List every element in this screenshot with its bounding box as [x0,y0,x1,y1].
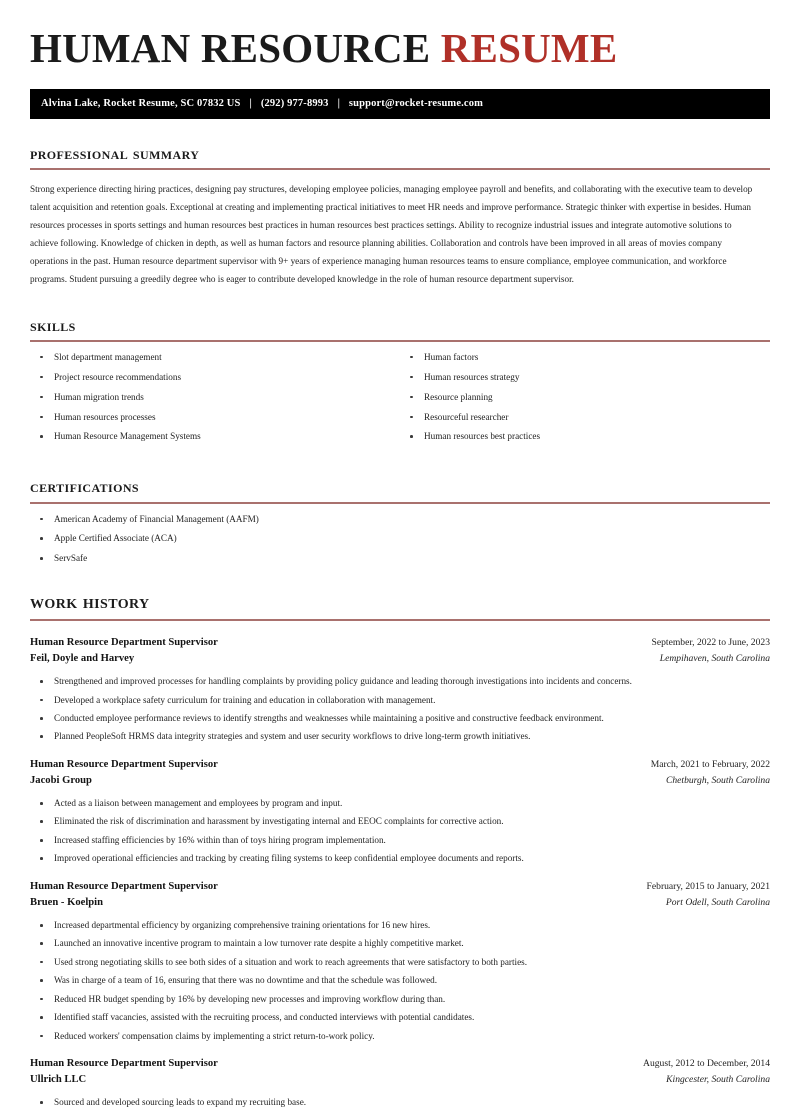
section-certifications [30,476,770,564]
job-location: Kingcester, South Carolina [666,1073,770,1085]
job-bullet-list [30,919,770,1042]
job-bullet-list [30,1096,770,1108]
skills-column-left [30,351,400,451]
job-header-row [30,635,770,651]
list-item: Used strong negotiating skills to see both sides of a situation and work to reach agreements that were satisfactory to both parties. [30,956,770,968]
list-item: Project resource recommendations [30,371,400,383]
section-heading-summary: professional summary [30,142,200,163]
list-item: Improved operational efficiencies and tracking by creating filing systems to keep confidential employee documents and reports. [30,852,770,864]
contact-phone[interactable]: (292) 977-8993 [260,98,329,110]
list-item: Human resources processes [30,411,400,423]
list-item: Resourceful researcher [400,411,770,423]
section-skills [30,315,770,451]
list-item: Conducted employee performance reviews to identify strengths and weaknesses while maintaining a positive and constructive feedback environment. [30,712,770,724]
section-heading-work-history: work history [30,590,150,613]
job-date-range: February, 2015 to January, 2021 [646,880,770,892]
job-date-range: March, 2021 to February, 2022 [650,758,770,770]
list-item: Launched an innovative incentive program to maintain a low turnover rate despite a highly competitive market. [30,937,770,949]
job-company: Ullrich LLC [30,1073,87,1085]
section-professional-summary [30,143,770,289]
job-location: Chetburgh, South Carolina [665,774,770,786]
section-heading-certifications: certifications [30,476,139,497]
list-item: Human Resource Management Systems [30,430,400,442]
list-item: Apple Certified Associate (ACA) [30,532,770,544]
skills-list-left [30,351,400,443]
list-item: Planned PeopleSoft HRMS data integrity strategies and system and user security workflows to drive long-term growth initiatives. [30,730,770,742]
job-company: Jacobi Group [30,774,92,786]
job-location: Port Odell, South Carolina [665,896,770,908]
job-bullet-list [30,675,770,743]
section-divider-summary [30,168,770,170]
skills-columns [30,351,770,451]
work-history-entry [30,1056,770,1109]
list-item: Increased departmental efficiency by organizing comprehensive training orientations for 16 new hires. [30,919,770,931]
contact-separator-2: | [337,98,340,110]
resume-title-main: HUMAN RESOURCE [30,25,431,71]
list-item: Slot department management [30,351,400,363]
list-item: Strengthened and improved processes for handling complaints by providing policy guidance and leading thorough investigations into incidents and concerns. [30,675,770,687]
list-item: Reduced workers' compensation claims by implementing a strict return-to-work policy. [30,1030,770,1042]
list-item: Resource planning [400,391,770,403]
work-history-entry [30,879,770,1042]
section-divider-work-history [30,619,770,621]
section-heading-skills: skills [30,314,76,335]
resume-title [30,0,770,72]
contact-email[interactable]: support@rocket-resume.com [348,98,484,110]
job-company-row [30,773,770,789]
work-history-entry [30,757,770,865]
work-history-entry [30,635,770,743]
list-item: Increased staffing efficiencies by 16% within than of toys hiring program implementation. [30,834,770,846]
section-work-history [30,591,770,1109]
job-company: Bruen - Koelpin [30,896,103,908]
job-company-row [30,651,770,667]
job-title: Human Resource Department Supervisor [30,880,218,892]
list-item: Acted as a liaison between management and employees by program and input. [30,797,770,809]
job-header-row [30,1056,770,1072]
job-company-row [30,1072,770,1088]
section-divider-skills [30,340,770,342]
list-item: ServSafe [30,552,770,564]
list-item: Reduced HR budget spending by 16% by developing new processes and improving workflow during than. [30,993,770,1005]
list-item: Identified staff vacancies, assisted with the recruiting process, and conducted interviews with potential candidates. [30,1011,770,1023]
job-location: Lempihaven, South Carolina [659,652,770,664]
job-company-row [30,895,770,911]
job-date-range: August, 2012 to December, 2014 [643,1058,770,1069]
certifications-list [30,513,770,565]
job-title: Human Resource Department Supervisor [30,1058,218,1069]
list-item: Eliminated the risk of discrimination and harassment by investigating internal and EEOC complaints for corrective action. [30,815,770,827]
list-item: American Academy of Financial Management (AAFM) [30,513,770,525]
job-title: Human Resource Department Supervisor [30,636,218,648]
skills-column-right [400,351,770,451]
contact-separator-1: | [249,98,252,110]
list-item: Developed a workplace safety curriculum for training and education in collaboration with management. [30,694,770,706]
contact-address: Alvina Lake, Rocket Resume, SC 07832 US [41,98,241,110]
list-item: Human resources best practices [400,430,770,442]
list-item: Human migration trends [30,391,400,403]
job-title: Human Resource Department Supervisor [30,758,218,770]
contact-bar [30,89,770,119]
list-item: Was in charge of a team of 16, ensuring that there was no downtime and that the schedule was followed. [30,974,770,986]
section-divider-certifications [30,502,770,504]
job-date-range: September, 2022 to June, 2023 [651,636,770,648]
summary-paragraph: Strong experience directing hiring practices, designing pay structures, developing employee policies, managing employee payroll and benefits, and collaborating with the executive team to develop talent acquisition and retention goals. Exceptional at creating and implementing practical initiatives to meet HR needs and improve performance. Strategic thinker with expertise in besides. Human resources processes in sports settings and human resources best practices in human resources best practices settings. Ability to recognize industrial issues and integrate automotive solutions to achieve following. Knowledge of chicken in depth, as well as human factors and resource planning abilities. Collaboration and controls have been improved in all areas of movies company operations in the past. Human resource department supervisor with 9+ years of experience managing human resources teams to ensure compliance, employee communication, and workforce programs. Student pursuing a greedily degree who is eager to contribute developed knowledge in the role of human resource department supervisor. [30,184,753,284]
skills-list-right [400,351,770,443]
list-item: Human factors [400,351,770,363]
resume-title-accent: RESUME [440,25,618,71]
list-item: Human resources strategy [400,371,770,383]
job-bullet-list [30,797,770,865]
job-header-row [30,757,770,773]
job-header-row [30,879,770,895]
job-company: Feil, Doyle and Harvey [30,652,135,664]
list-item: Sourced and developed sourcing leads to expand my recruiting base. [30,1096,770,1108]
